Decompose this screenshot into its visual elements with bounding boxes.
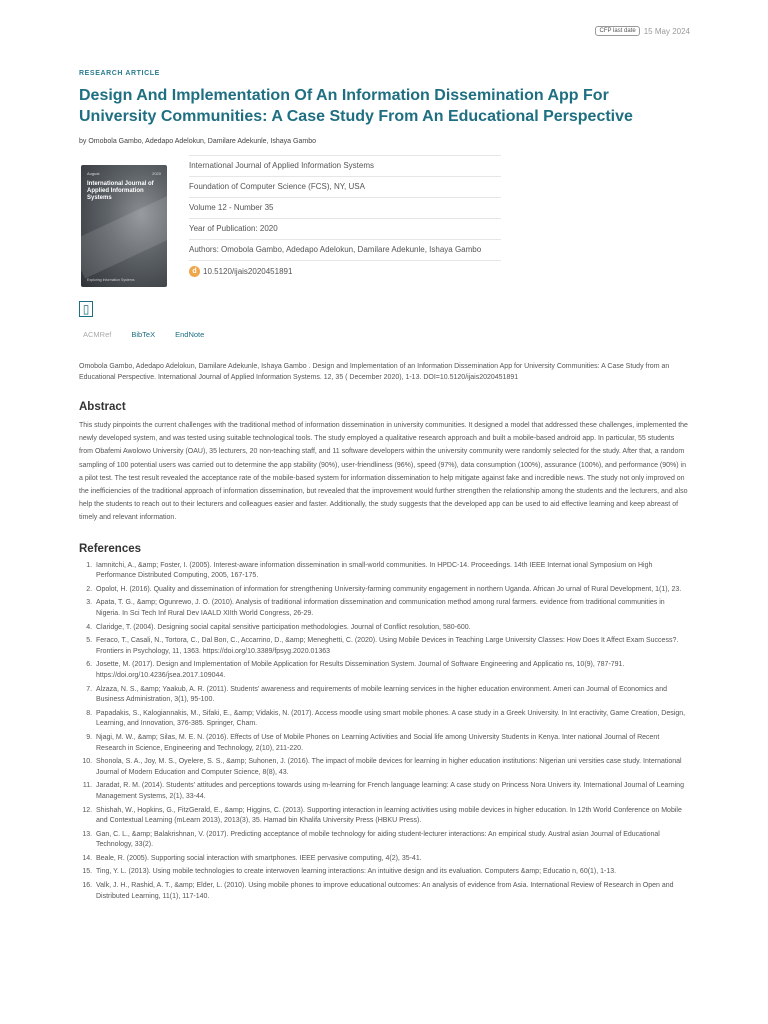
reference-item: 4. Claridge, T. (2004). Designing social capital sensitive participation methodologies. Journal of Conflict resolution, 580-600. <box>94 623 689 634</box>
references-list <box>79 561 689 903</box>
reference-item: 10. Shonola, S. A., Joy, M. S., Oyelere, S. S., &amp; Suhonen, J. (2016). The impact of mobile devices for learning in higher education institutions: Nigerian uni versities case study. International Journal of Modern Education and Computer Science, 8(8), 43. <box>94 757 689 778</box>
top-bar <box>595 26 690 36</box>
reference-item: 2. Opolot, H. (2016). Quality and dissemination of information for strengthening University-farming community engagement in northern Uganda. African Jo urnal of Rural Development, 1(1), 23. <box>94 585 689 596</box>
citation-tabs <box>83 327 689 342</box>
abstract-text: This study pinpoints the current challenges with the traditional method of information dissemination in university communities. It designed a model that addressed these challenges, implemented the newly developed system, and was tested using suitable technological tools. The study employed a qualitative research approach and built a mobile-based android app. In particular, 55 students from Obafemi Awolowo University (OAU), 35 lecturers, 20 non-teaching staff, and 11 software developers within the university community were randomly selected for the study. After that, a random sampling of 100 potential users was carried out to determine the app stability (90%), user-friendliness (96%), speed (97%), data consumption (100%), assurance (100%), and performance (90%) in a pilot test. The test result revealed the acceptance rate of the mobile-based system for information dissemination to help mitigate against fake and incredible news. The study not only improved on the inefficiencies of the traditional approach of information dissemination, but revealed that the improvement would further strengthen the relationship among the students and the lecturers, and also help the students to reach out to their lecturers and colleagues easier and faster. Additionally, the study suggests that the developed app can be used to aid effective learning and keep abreast of timely and relevant information. <box>79 422 688 522</box>
cover-stripe <box>81 192 167 279</box>
info-year: Year of Publication: 2020 <box>189 219 501 240</box>
cover-footer: Exploring Information Systems <box>87 278 135 282</box>
cover-month: August <box>87 171 100 176</box>
cfp-date: 15 May 2024 <box>643 26 690 36</box>
reference-item: 16. Valk, J. H., Rashid, A. T., &amp; Elder, L. (2010). Using mobile phones to improve educational outcomes: An analysis of evidence from Asia. International Review of Research in Open and Distributed Learning, 11(1), 117-140. <box>94 881 689 902</box>
reference-item: 8. Papadakis, S., Kalogiannakis, M., Sifaki, E., &amp; Vidakis, N. (2017). Access moodle using smart mobile phones. A case study in a Greek University. In Int eractivity, Game Creation, Design, Learning, and Innovation, 376-385. Springer, Cham. <box>94 709 689 730</box>
reference-item: 15. Ting, Y. L. (2013). Using mobile technologies to create interwoven learning interactions: An intuitive design and its evaluation. Computers &amp; Educatio n, 60(1), 1-13. <box>94 867 689 878</box>
reference-item: 12. Shishah, W., Hopkins, G., FitzGerald, E., &amp; Higgins, C. (2013). Supporting interaction in learning activities using mobile devices in higher education. In 12th World Conference on Mobile and Contextual Learning (mLearn 2013), 2013(3), 35. Hamad bin Khalifa University Press (HBKU Press). <box>94 806 689 827</box>
info-journal: International Journal of Applied Information Systems <box>189 155 501 177</box>
doi-icon: d <box>189 266 200 277</box>
tab-bibtex[interactable]: BibTeX <box>131 330 156 339</box>
reference-item: 11. Jaradat, R. M. (2014). Students' attitudes and perceptions towards using m-learning for French language learning: A case study on Princess Nora Univers ity. International Journal of Learning Management Systems, 2(1), 33-44. <box>94 781 689 802</box>
cfp-badge[interactable]: CFP last date <box>595 26 639 36</box>
abstract-heading: Abstract <box>79 401 126 413</box>
article-byline: by Omobola Gambo, Adedapo Adelokun, Damilare Adekunle, Ishaya Gambo <box>79 138 316 145</box>
tab-acmref[interactable]: ACMRef <box>83 330 112 339</box>
article-kicker: RESEARCH ARTICLE <box>79 70 160 77</box>
info-authors: Authors: Omobola Gambo, Adedapo Adelokun, Damilare Adekunle, Ishaya Gambo <box>189 240 501 261</box>
cover-title: International Journal of Applied Information Systems <box>87 181 154 201</box>
reference-item: 13. Gan, C. L., &amp; Balakrishnan, V. (2017). Predicting acceptance of mobile technology for aiding student-lecturer interactions: An empirical study. Austral asian Journal of Educational Technology, 33(2). <box>94 830 689 851</box>
missing-glyph-icon[interactable]: ▯ <box>79 301 93 317</box>
citation-text: Omobola Gambo, Adedapo Adelokun, Damilare Adekunle, Ishaya Gambo . Design and Implementation of an Information Dissemination App for University Communities: A Case Study from an Educational Perspective. International Journal of Applied Information Systems. 12, 35 ( December 2020), 1-13. DOI=10.5120/ijais2020451891 <box>79 363 670 381</box>
reference-item: 7. Alzaza, N. S., &amp; Yaakub, A. R. (2011). Students' awareness and requirements of mobile learning services in the higher education environment. Ameri can Journal of Economics and Business Administration, 3(1), 95-100. <box>94 685 689 706</box>
cover-header <box>87 171 161 176</box>
doi-link[interactable]: 10.5120/ijais2020451891 <box>203 267 293 276</box>
info-volume: Volume 12 - Number 35 <box>189 198 501 219</box>
article-container <box>79 70 689 905</box>
reference-item: 6. Josette, M. (2017). Design and Implementation of Mobile Application for Results Dissemination System. Journal of Software Engineering and Applicatio ns, 10(9), 787-791. https://doi.org/10.4236/jsea.2017.109044. <box>94 660 689 681</box>
references-heading: References <box>79 542 142 555</box>
reference-item: 9. Njagi, M. W., &amp; Silas, M. E. N. (2016). Effects of Use of Mobile Phones on Learning Activities and Social life among University Students in Kenya. Inter national Journal of Recent Research in Science, Engineering and Technology, 2(10), 211-220. <box>94 733 689 754</box>
info-publisher: Foundation of Computer Science (FCS), NY, USA <box>189 177 501 198</box>
publication-info <box>189 155 501 287</box>
article-title: Design And Implementation Of An Information Dissemination App For University Communities: A Case Study From An Educational Perspective <box>79 87 633 125</box>
reference-item: 14. Beale, R. (2005). Supporting social interaction with smartphones. IEEE pervasive computing, 4(2), 35-41. <box>94 854 689 865</box>
journal-cover-image <box>81 165 167 287</box>
cover-year: 2020 <box>152 171 161 176</box>
article-meta <box>79 155 689 287</box>
reference-item: 3. Apata, T. G., &amp; Ogunrewo, J. O. (2010). Analysis of traditional information dissemination and communication method among rural farmers. evidence from traditional communities in Nigeria. In Sci Tech Inf Rural Dev IAALD XIIth World Congress, 26-29. <box>94 598 689 619</box>
tab-endnote[interactable]: EndNote <box>175 330 205 339</box>
reference-item: 5. Feraco, T., Casali, N., Tortora, C., Dal Bon, C., Accarrino, D., &amp; Meneghetti, C. (2020). Using Mobile Devices in Teaching Large University Classes: How Does It Affect Exam Success?. Frontiers in Psychology, 11, 1363. https://doi.org/10.3389/fpsyg.2020.01363 <box>94 636 689 657</box>
reference-item: 1. Iamnitchi, A., &amp; Foster, I. (2005). Interest-aware information dissemination in small-world communities. In HPDC-14. Proceedings. 14th IEEE Internat ional Symposium on High Performance Distributed Computing, 2005, 167-175. <box>94 561 689 582</box>
info-doi <box>189 261 501 283</box>
